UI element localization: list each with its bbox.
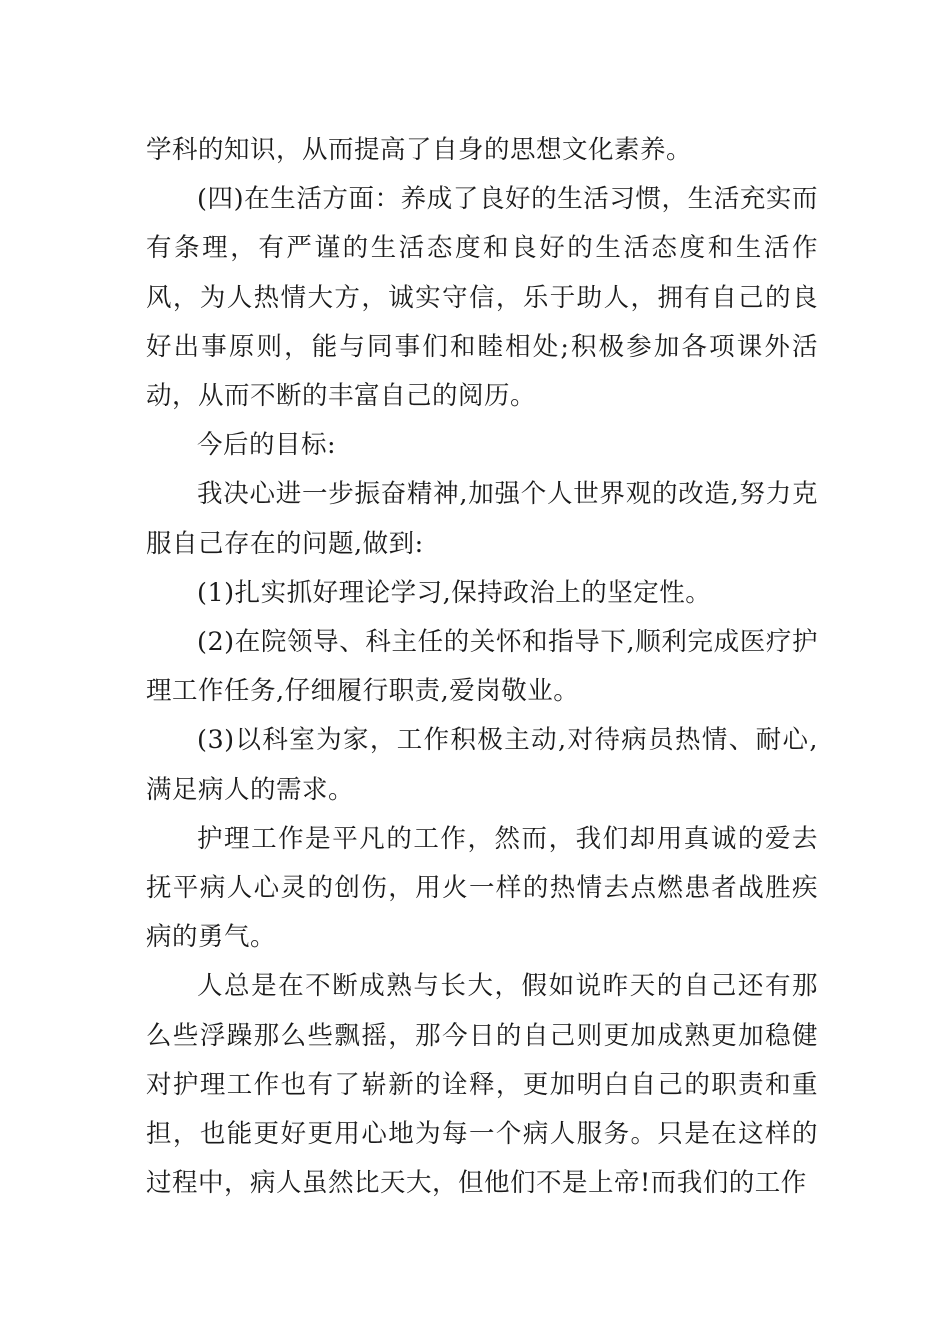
paragraph-2: (四)在生活方面：养成了良好的生活习惯，生活充实而有条理，有严谨的生活态度和良好的生活态度和生活作风，为人热情大方，诚实守信，乐于助人，拥有自己的良好出事原则，能与同事们和睦相处;积极参加各项课外活动，从而不断的丰富自己的阅历。 [146, 184, 818, 412]
paragraph-6: (2)在院领导、科主任的关怀和指导下,顺利完成医疗护理工作任务,仔细履行职责,爱岗敬业。 [146, 627, 818, 707]
paragraph-3: 今后的目标: [197, 430, 337, 461]
paragraph-1: 学科的知识，从而提高了自身的思想文化素养。 [146, 135, 693, 165]
paragraph-5: (1)扎实抓好理论学习,保持政治上的坚定性。 [197, 577, 712, 608]
paragraph-7: (3)以科室为家，工作积极主动,对待病员热情、耐心,满足病人的需求。 [146, 725, 818, 805]
paragraph-9: 人总是在不断成熟与长大，假如说昨天的自己还有那么些浮躁那么些飘摇，那今日的自己则更加成熟更加稳健对护理工作也有了崭新的诠释，更加明白自己的职责和重担，也能更好更用心地为每一个病人服务。只是在这样的过程中，病人虽然比天大，但他们不是上帝!而我们的工作 [146, 971, 818, 1199]
paragraph-4: 我决心进一步振奋精神,加强个人世界观的改造,努力克服自己存在的问题,做到: [146, 479, 818, 559]
document-body [146, 126, 818, 1208]
paragraph-8: 护理工作是平凡的工作，然而，我们却用真诚的爱去抚平病人心灵的创伤，用火一样的热情去点燃患者战胜疾病的勇气。 [146, 823, 818, 953]
